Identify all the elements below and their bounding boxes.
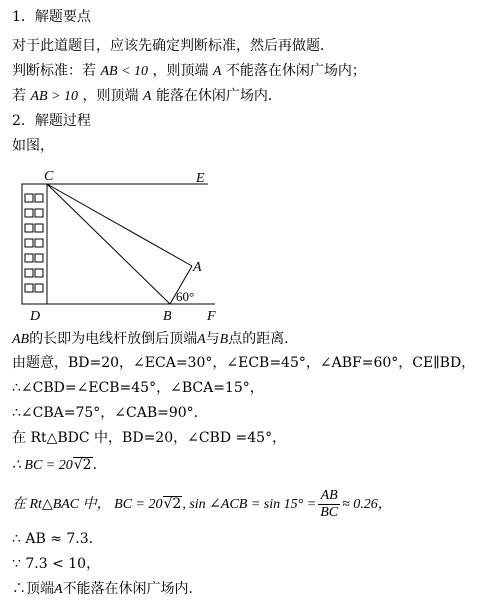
solution-line-6 — [12, 456, 107, 475]
criterion-end: 能落在休闲广场内． — [155, 88, 282, 104]
fraction-numerator: AB — [318, 488, 340, 505]
solution-line-1 — [12, 330, 298, 349]
label-f: F — [207, 309, 216, 324]
criterion-suffix: ，则顶端 — [152, 63, 209, 79]
solution-line-3: ∴∠CBD=∠ECB=45°，∠BCA=15°， — [12, 380, 264, 396]
criterion-suffix: ，则顶端 — [82, 88, 139, 104]
sqrt-radicand: √2 — [163, 496, 182, 512]
fraction-ab-bc — [318, 488, 340, 521]
criterion-prefix: 判断标准：若 — [12, 63, 96, 79]
text: 不能落在休闲广场内． — [62, 581, 203, 597]
text: ∴顶端 — [12, 581, 54, 597]
text: ． — [92, 457, 107, 473]
point-a: A — [197, 332, 206, 347]
label-d: D — [30, 309, 41, 324]
text: 与 — [205, 331, 220, 347]
fraction-denominator: BC — [320, 504, 339, 520]
label-b: B — [163, 309, 172, 324]
line-cb — [47, 184, 170, 304]
solution-line-8: ∴ AB ≈ 7.3． — [12, 531, 103, 547]
criterion-inequality: AB > 10 — [30, 89, 79, 104]
solution-intro: 如图， — [12, 138, 54, 154]
label-e: E — [196, 171, 205, 186]
text: ≈ 0.26， — [342, 497, 392, 512]
heading-solution-process: 2．解题过程 — [12, 113, 91, 129]
heading-key-points: 1．解题要点 — [12, 9, 91, 25]
text: 点的距离． — [228, 331, 299, 347]
solution-line-4: ∴∠CBA=75°，∠CAB=90°． — [12, 405, 208, 421]
angle-label: 60° — [176, 289, 195, 304]
label-a: A — [193, 260, 202, 275]
text: , sin ∠ACB = sin 15° = — [182, 497, 317, 512]
line-ca — [47, 184, 192, 266]
segment-ab: AB — [12, 332, 30, 347]
point-label: A — [142, 89, 152, 104]
text: 的长即为电线杆放倒后顶端 — [29, 331, 198, 347]
criterion-prefix: 若 — [12, 88, 26, 104]
sqrt-radicand: √2 — [73, 457, 92, 473]
solution-line-10 — [12, 580, 203, 599]
solution-line-7 — [12, 486, 392, 523]
point-label: A — [212, 64, 222, 79]
label-c: C — [44, 169, 54, 184]
solution-line-9: ∵ 7.3 < 10， — [12, 556, 101, 572]
criterion-end: 不能落在休闲广场内； — [225, 63, 366, 79]
building-windows — [25, 194, 43, 292]
key-points-text: 对于此道题目，应该先确定判断标准，然后再做题． — [12, 38, 334, 54]
solution-line-5: 在 Rt△BDC 中，BD=20，∠CBD =45°， — [12, 430, 287, 446]
point-a: A — [54, 582, 63, 597]
text: ∴ BC = 20 — [12, 458, 73, 473]
text: 在 Rt△BAC 中， BC = 20 — [12, 497, 163, 512]
solution-line-2: 由题意，BD=20，∠ECA=30°，∠ECB=45°，∠ABF=60°，CE∥BD， — [12, 355, 476, 371]
point-b: B — [219, 332, 229, 347]
criterion-inequality: AB < 10 — [100, 64, 149, 79]
